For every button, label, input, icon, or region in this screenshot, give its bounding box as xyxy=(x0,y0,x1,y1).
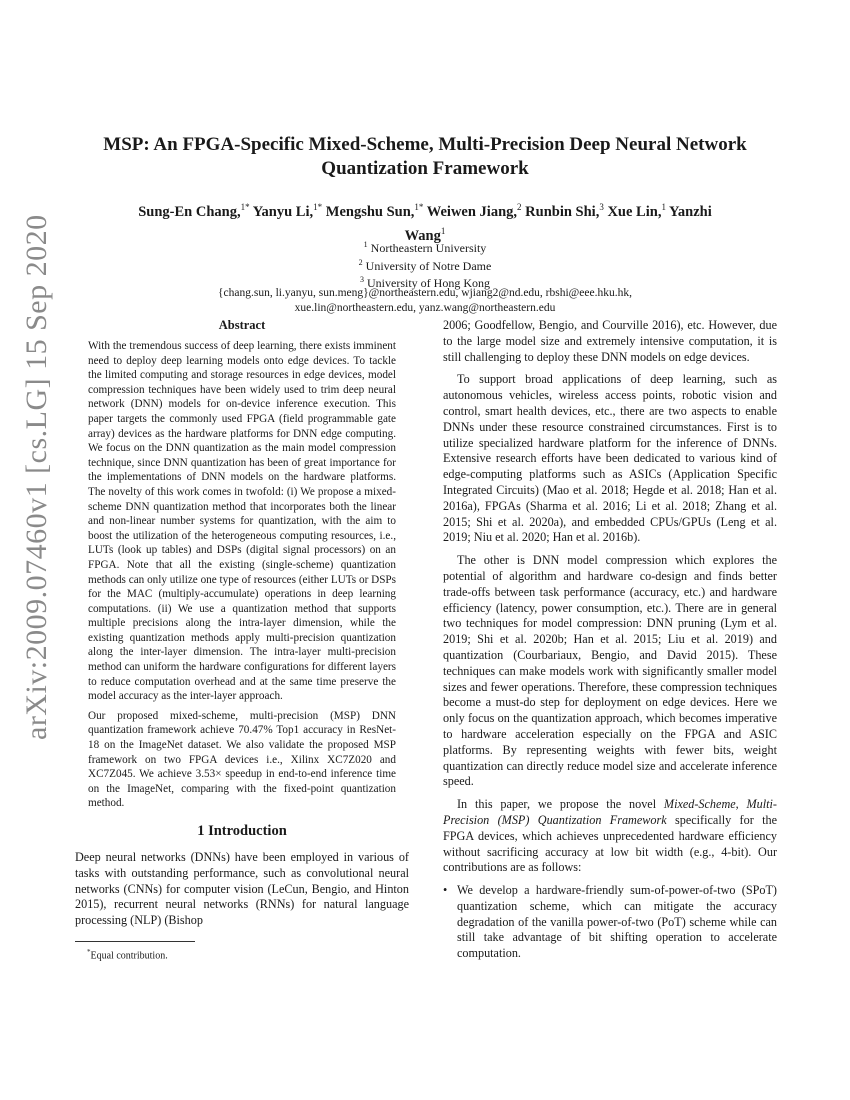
title-line-1: MSP: An FPGA-Specific Mixed-Scheme, Multi-Precision Deep Neural Network xyxy=(103,134,747,155)
affiliation-list xyxy=(75,238,775,291)
footnote-mark: * xyxy=(87,947,91,956)
affil-name: Northeastern University xyxy=(370,241,487,255)
abstract-heading: Abstract xyxy=(218,318,266,332)
body-paragraph: The other is DNN model compression which explores the potential of algorithm and hardware co-design and finds better trade-offs between task performance (accuracy, etc.) and hardware efficiency (latency, power consumption, etc.). There are in general two techniques for model compression: DNN pruning (Lym et al. 2019; Shi et al. 2020b; Han et al. 2015; Liu et al. 2019) and quantization (Courbariaux, Bengio, and David 2015). These techniques can make models work with significantly smaller model sizes and fewer operations. Therefore, these compression techniques become a must-do step for deployment on edge devices. Here we only focus on the quantization approach, which becomes imperative to hardware acceleration especially on the FPGA and ASIC platforms. By representing weights with fewer bits, weight quantization can directly reduce model size and accelerate inference speed. xyxy=(443,553,777,789)
author-affil-mark: 2 xyxy=(517,202,522,212)
author-affil-mark: 1* xyxy=(313,202,323,212)
author: Weiwen Jiang, xyxy=(426,203,518,220)
footnote xyxy=(75,946,409,962)
list-item xyxy=(443,883,777,962)
author: Xue Lin, xyxy=(607,203,662,220)
right-column xyxy=(443,318,777,962)
title-line-2: Quantization Framework xyxy=(321,158,529,179)
author-affil-mark: 3 xyxy=(599,202,604,212)
author-affil-mark: 1 xyxy=(661,202,666,212)
intro-body xyxy=(75,850,409,929)
author: Mengshu Sun, xyxy=(325,203,415,220)
affil-name: University of Hong Kong xyxy=(367,276,490,290)
text-run: In this paper, we propose the novel xyxy=(457,797,664,812)
author: Yanzhi xyxy=(669,203,712,220)
abstract-paragraph: Our proposed mixed-scheme, multi-precision (MSP) DNN quantization framework achieve 70.47% Top1 accuracy in ResNet-18 on the ImageNet dataset. We also validate the proposed MSP framework on two FPGA devices i.e., Xilinx XC7Z020 and XC7Z045. We achieve 3.53× speedup in end-to-end inference time on the ImageNet, comparing with the fixed-point quantization method. xyxy=(88,709,396,810)
affiliation xyxy=(75,238,775,256)
body-paragraph: Deep neural networks (DNNs) have been employed in various of tasks with outstanding performance, such as convolutional neural networks (CNNs) for computer vision (LeCun, Bengio, and Hinton 2015), recurrent neural networks (RNNs) for natural language processing (NLP) (Bishop xyxy=(75,850,409,928)
paper-title xyxy=(75,133,775,181)
footnote-rule xyxy=(75,941,195,942)
author: Runbin Shi, xyxy=(525,203,600,220)
body-paragraph: To support broad applications of deep learning, such as autonomous vehicles, wireless access points, robotic vision and control, smart health devices, etc., there are two aspects to enable DNNs under these resource constrained circumstances. First is to utilize specialized hardware platform for the inference of DNNs. Extensive research efforts have been dedicated to various kind of edge-computing platforms such as ASICs (Application Specific Integrated Circuits) (Mao et al. 2018; Hegde et al. 2018; Han et al. 2016a), FPGAs (Sharma et al. 2016; Li et al. 2018; Zhang et al. 2015; Shi et al. 2020a), and embedded CPUs/GPUs (Leng et al. 2019; Niu et al. 2020; Han et al. 2016b). xyxy=(443,372,777,545)
body-paragraph: 2006; Goodfellow, Bengio, and Courville 2016), etc. However, due to the large model size and extremely intensive computation, it is still challenging to deploy these DNN models on edge devices. xyxy=(443,318,777,364)
affil-name: University of Notre Dame xyxy=(365,258,492,273)
affil-mark: 1 xyxy=(363,240,368,249)
left-column xyxy=(75,318,409,962)
text-run: specifically for the FPGA devices, which achieves unprecedented hardware efficiency without sacrificing accuracy at low bit width (e.g., 4-bit). Our contributions are as follows: xyxy=(443,812,777,875)
section-heading: 1 Introduction xyxy=(197,823,287,839)
author-affil-mark: 1* xyxy=(414,202,424,212)
list-item-text: We develop a hardware-friendly sum-of-power-of-two (SPoT) quantization scheme, which can mitigate the accuracy degradation of the vanilla power-of-two (PoT) scheme while can still take advantage of bit shifting operation to accelerate computation. xyxy=(457,883,777,961)
contribution-list xyxy=(443,883,777,962)
framework-name: Mixed-Scheme, Multi-Precision (MSP) Quantization Framework xyxy=(443,797,777,827)
author: Yanyu Li, xyxy=(252,203,314,220)
body-paragraph xyxy=(443,797,777,876)
abstract xyxy=(75,318,409,811)
author-emails xyxy=(75,286,775,316)
affil-mark: 3 xyxy=(360,275,364,284)
emails-line-2: xue.lin@northeastern.edu, yanz.wang@northeastern.edu xyxy=(294,302,556,314)
author: Sung-En Chang, xyxy=(138,203,241,220)
abstract-paragraph: With the tremendous success of deep learning, there exists imminent need to deploy deep learning models onto edge devices. To tackle the limited computing and storage resources in edge devices, model compression techniques have been widely used to trim deep neural network (DNN) models for on-device inference execution. This paper targets the commonly used FPGA (field programmable gate array) devices as the hardware platforms for DNN edge computing. We focus on the DNN quantization as the main model compression technique, since DNN quantization has been of great importance for the implementations of DNN models on the hardware platforms. The novelty of this work comes in twofold: (i) We propose a mixed-scheme DNN quantization method that incorporates both the linear and non-linear number systems for quantization, with the aim to boost the utilization of the heterogeneous computing resources, i.e., LUTs (look up tables) and DSPs (digital signal processors) on an FPGA. Note that all the existing (single-scheme) quantization methods can only utilize one type of resources (either LUTs or DSPs for the MAC (multiply-accumulate) operations in deep learning computations. (ii) We use a quantization method that supports multiple precisions along the intra-layer dimension, while the existing quantization methods apply multi-precision quantization along the inter-layer dimension. The intra-layer multi-precision method can uniform the hardware configurations for different layers to reduce computation overhead and at the same time preserve the model accuracy as the inter-layer approach. xyxy=(88,340,396,703)
author-affil-mark: 1* xyxy=(240,202,250,212)
emails-line-1: {chang.sun, li.yanyu, sun.meng}@northeastern.edu, wjiang2@nd.edu, rbshi@eee.hku.hk, xyxy=(218,287,632,299)
affil-mark: 2 xyxy=(358,257,363,267)
bullet-icon: • xyxy=(443,883,448,898)
authors-line-1 xyxy=(75,198,775,222)
affiliation xyxy=(75,256,775,274)
author: Wang xyxy=(404,227,441,244)
footnote-text: Equal contribution. xyxy=(90,950,168,962)
arxiv-stamp: arXiv:2009.07460v1 [cs.LG] 15 Sep 2020 xyxy=(20,214,53,740)
author-affil-mark: 1 xyxy=(440,225,446,236)
